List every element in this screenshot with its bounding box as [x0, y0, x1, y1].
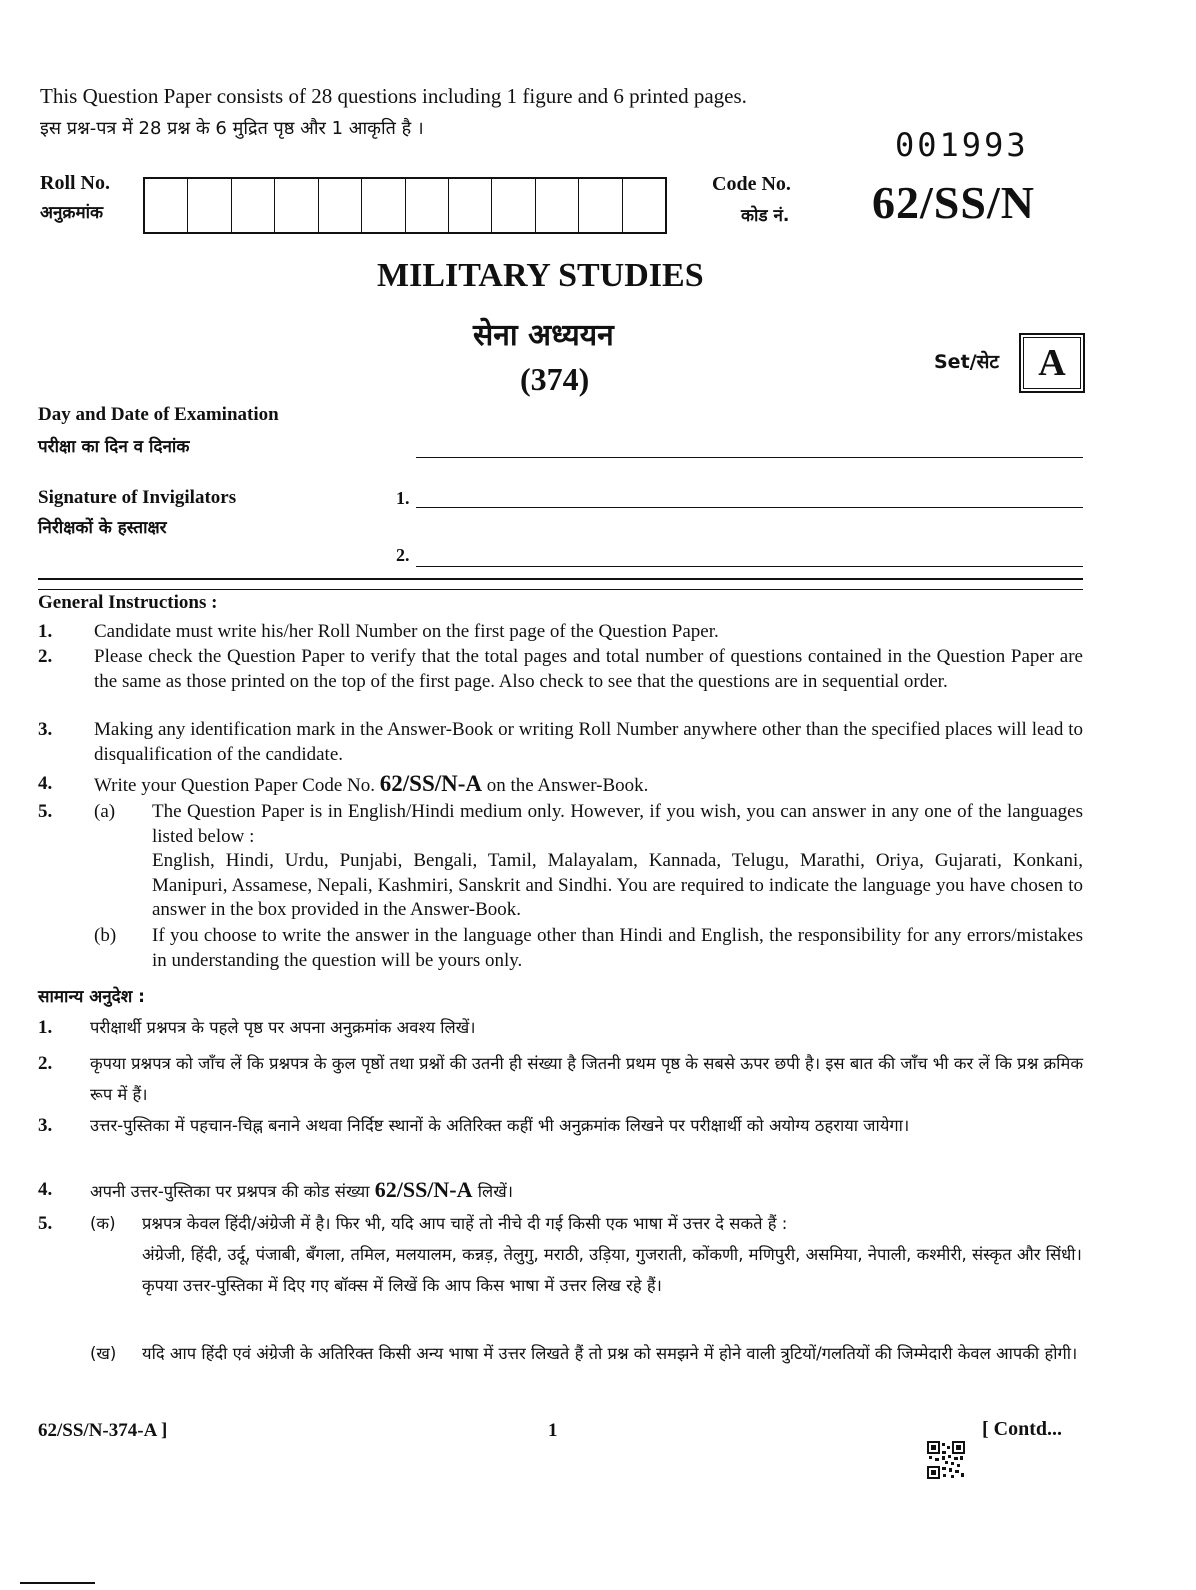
- instruction-text: यदि आप हिंदी एवं अंग्रेजी के अतिरिक्त किसी अन्य भाषा में उत्तर लिखते हैं तो प्रश्न को समझने में होने वाली त्रुटियों/गलतियों की जिम्मेदारी केवल आपकी होगी।: [142, 1344, 1078, 1363]
- instruction-number: 2.: [38, 1053, 53, 1074]
- instruction-sub-label: (ख): [90, 1344, 117, 1363]
- paper-code: 62/SS/N-A: [379, 771, 483, 796]
- roll-cell[interactable]: [406, 179, 449, 232]
- roll-cell[interactable]: [232, 179, 275, 232]
- roll-cell[interactable]: [188, 179, 231, 232]
- instruction-text: कृपया प्रश्नपत्र को जाँच लें कि प्रश्नपत्र के कुल पृष्ठों तथा प्रश्नों की उतनी ही संख्या है जितनी प्रथम पृष्ठ के सबसे ऊपर छपी है। इस बात की जाँच भी कर लें कि प्रश्न क्रमिक रूप में हैं।: [90, 1054, 1083, 1104]
- roll-cell[interactable]: [536, 179, 579, 232]
- instruction-item: [38, 924, 1083, 973]
- instruction-text-part: अपनी उत्तर-पुस्तिका पर प्रश्नपत्र की कोड संख्या: [90, 1182, 375, 1201]
- roll-cell[interactable]: [362, 179, 405, 232]
- invigilator-2-number: 2.: [396, 545, 410, 565]
- set-box: [1019, 333, 1085, 393]
- instruction-number: 5.: [38, 801, 53, 822]
- instruction-text: [90, 1174, 1083, 1207]
- instruction-number: 3.: [38, 1115, 53, 1136]
- hindi-instruction-item: [38, 1012, 1083, 1043]
- hindi-instruction-item: [38, 1338, 1083, 1369]
- divider: [20, 1582, 95, 1584]
- invigilator-signature-label: Signature of Invigilators: [38, 487, 237, 508]
- invigilator-1-signature-field[interactable]: [416, 507, 1083, 508]
- footer-paper-code: 62/SS/N-374-A ]: [38, 1420, 168, 1441]
- instruction-text: परीक्षार्थी प्रश्नपत्र के पहले पृष्ठ पर अपना अनुक्रमांक अवश्य लिखें।: [90, 1018, 476, 1037]
- divider: [38, 578, 1083, 580]
- languages-list: अंग्रेजी, हिंदी, उर्दू, पंजाबी, बँगला, तमिल, मलयालम, कन्नड़, तेलुगु, मराठी, उड़िया, गुजराती, कोंकणी, मणिपुरी, असमिया, नेपाली, कश्मीरी, संस्कृत और सिंधी।: [142, 1245, 1082, 1264]
- code-no-label: Code No.: [712, 173, 791, 195]
- subject-code: (374): [520, 361, 590, 397]
- instruction-text: Please check the Question Paper to verify that the total pages and total number of questions contained in the Question Paper are the same as those printed on the top of the first page. Also check to see that the questions are in sequential order.: [94, 646, 1083, 692]
- exam-date-label-hindi: परीक्षा का दिन व दिनांक: [38, 437, 190, 457]
- instruction-number: 3.: [38, 719, 53, 740]
- roll-no-label-hindi: अनुक्रमांक: [40, 203, 104, 223]
- qr-code-icon: [927, 1441, 965, 1479]
- exam-date-field[interactable]: [416, 457, 1083, 458]
- roll-number-boxes[interactable]: [143, 177, 667, 234]
- instruction-item: [38, 620, 1083, 645]
- roll-cell[interactable]: [579, 179, 622, 232]
- divider: [38, 589, 1083, 590]
- instruction-number: 1.: [38, 1017, 53, 1038]
- instruction-item: [38, 645, 1083, 694]
- instruction-number: 5.: [38, 1213, 53, 1234]
- roll-cell[interactable]: [145, 179, 188, 232]
- instruction-number: 4.: [38, 773, 53, 794]
- roll-cell[interactable]: [275, 179, 318, 232]
- paper-info-hindi: इस प्रश्न-पत्र में 28 प्रश्न के 6 मुद्रित पृष्ठ और 1 आकृति है ।: [40, 118, 424, 139]
- continued-label: [ Contd...: [982, 1418, 1063, 1440]
- roll-cell[interactable]: [319, 179, 362, 232]
- code-no-label-hindi: कोड नं.: [741, 206, 790, 226]
- languages-list: English, Hindi, Urdu, Punjabi, Bengali, Tamil, Malayalam, Kannada, Telugu, Marathi, Oriya, Gujarati, Konkani, Manipuri, Assamese, Nepali, Kashmiri, Sanskrit and Sindhi. You are required to indicate the language you have chosen to answer in the box provided in the Answer-Book.: [152, 850, 1083, 920]
- instruction-text-part: Write your Question Paper Code No.: [94, 775, 380, 796]
- serial-number: 001993: [895, 126, 1029, 164]
- instruction-text: If you choose to write the answer in the language other than Hindi and English, the responsibility for any errors/mistakes in understanding the question will be yours only.: [152, 925, 1083, 971]
- set-label: Set/सेट: [934, 351, 1000, 373]
- instruction-sub-label: (b): [94, 925, 117, 946]
- instruction-item: [38, 772, 1083, 799]
- code-number: 62/SS/N: [872, 177, 1035, 228]
- instruction-number: 1.: [38, 621, 53, 642]
- general-instructions-heading: General Instructions :: [38, 592, 218, 613]
- instruction-item: [38, 718, 1083, 767]
- roll-cell[interactable]: [449, 179, 492, 232]
- page-number: 1: [548, 1420, 558, 1441]
- hindi-instructions-heading: सामान्य अनुदेश :: [38, 987, 145, 1007]
- instruction-text: [94, 772, 1083, 799]
- subject-title-hindi: सेना अध्ययन: [473, 318, 614, 353]
- exam-date-label: Day and Date of Examination: [38, 404, 279, 425]
- subject-title: MILITARY STUDIES: [377, 257, 704, 294]
- instruction-text: The Question Paper is in English/Hindi medium only. However, if you wish, you can answer in any one of the languages listed below :: [152, 801, 1083, 847]
- instruction-text: Candidate must write his/her Roll Number on the first page of the Question Paper.: [94, 621, 719, 642]
- roll-no-label: Roll No.: [40, 172, 110, 194]
- hindi-instruction-item: [38, 1208, 1083, 1301]
- instruction-sub-label: (a): [94, 801, 116, 822]
- paper-code: 62/SS/N-A: [374, 1177, 473, 1202]
- invigilator-signature-label-hindi: निरीक्षकों के हस्ताक्षर: [38, 518, 167, 538]
- instruction-text: उत्तर-पुस्तिका में पहचान-चिह्न बनाने अथवा निर्दिष्ट स्थानों के अतिरिक्त कहीं भी अनुक्रमांक लिखने पर परीक्षार्थी को अयोग्य ठहराया जायेगा।: [90, 1116, 910, 1135]
- instruction-sub-label: (क): [90, 1214, 116, 1233]
- roll-cell[interactable]: [623, 179, 665, 232]
- invigilator-1-number: 1.: [396, 488, 410, 508]
- instruction-text: Making any identification mark in the Answer-Book or writing Roll Number anywhere other than the specified places will lead to disqualification of the candidate.: [94, 719, 1083, 765]
- instruction-item: [38, 800, 1083, 923]
- instruction-text: प्रश्नपत्र केवल हिंदी/अंग्रेजी में है। फिर भी, यदि आप चाहें तो नीचे दी गई किसी एक भाषा में उत्तर दे सकते हैं :: [142, 1214, 788, 1233]
- instruction-text-part: on the Answer-Book.: [482, 775, 649, 796]
- instruction-note: कृपया उत्तर-पुस्तिका में दिए गए बॉक्स में लिखें कि आप किस भाषा में उत्तर लिख रहे हैं।: [142, 1276, 662, 1295]
- instruction-text-part: लिखें।: [472, 1182, 513, 1201]
- invigilator-2-signature-field[interactable]: [416, 566, 1083, 567]
- hindi-instruction-item: [38, 1174, 1083, 1207]
- hindi-instruction-item: [38, 1048, 1083, 1110]
- paper-info-english: This Question Paper consists of 28 questions including 1 figure and 6 printed pages.: [40, 84, 747, 108]
- instruction-number: 2.: [38, 646, 53, 667]
- set-value: A: [1038, 342, 1066, 384]
- instruction-number: 4.: [38, 1179, 53, 1200]
- roll-cell[interactable]: [492, 179, 535, 232]
- hindi-instruction-item: [38, 1110, 1083, 1141]
